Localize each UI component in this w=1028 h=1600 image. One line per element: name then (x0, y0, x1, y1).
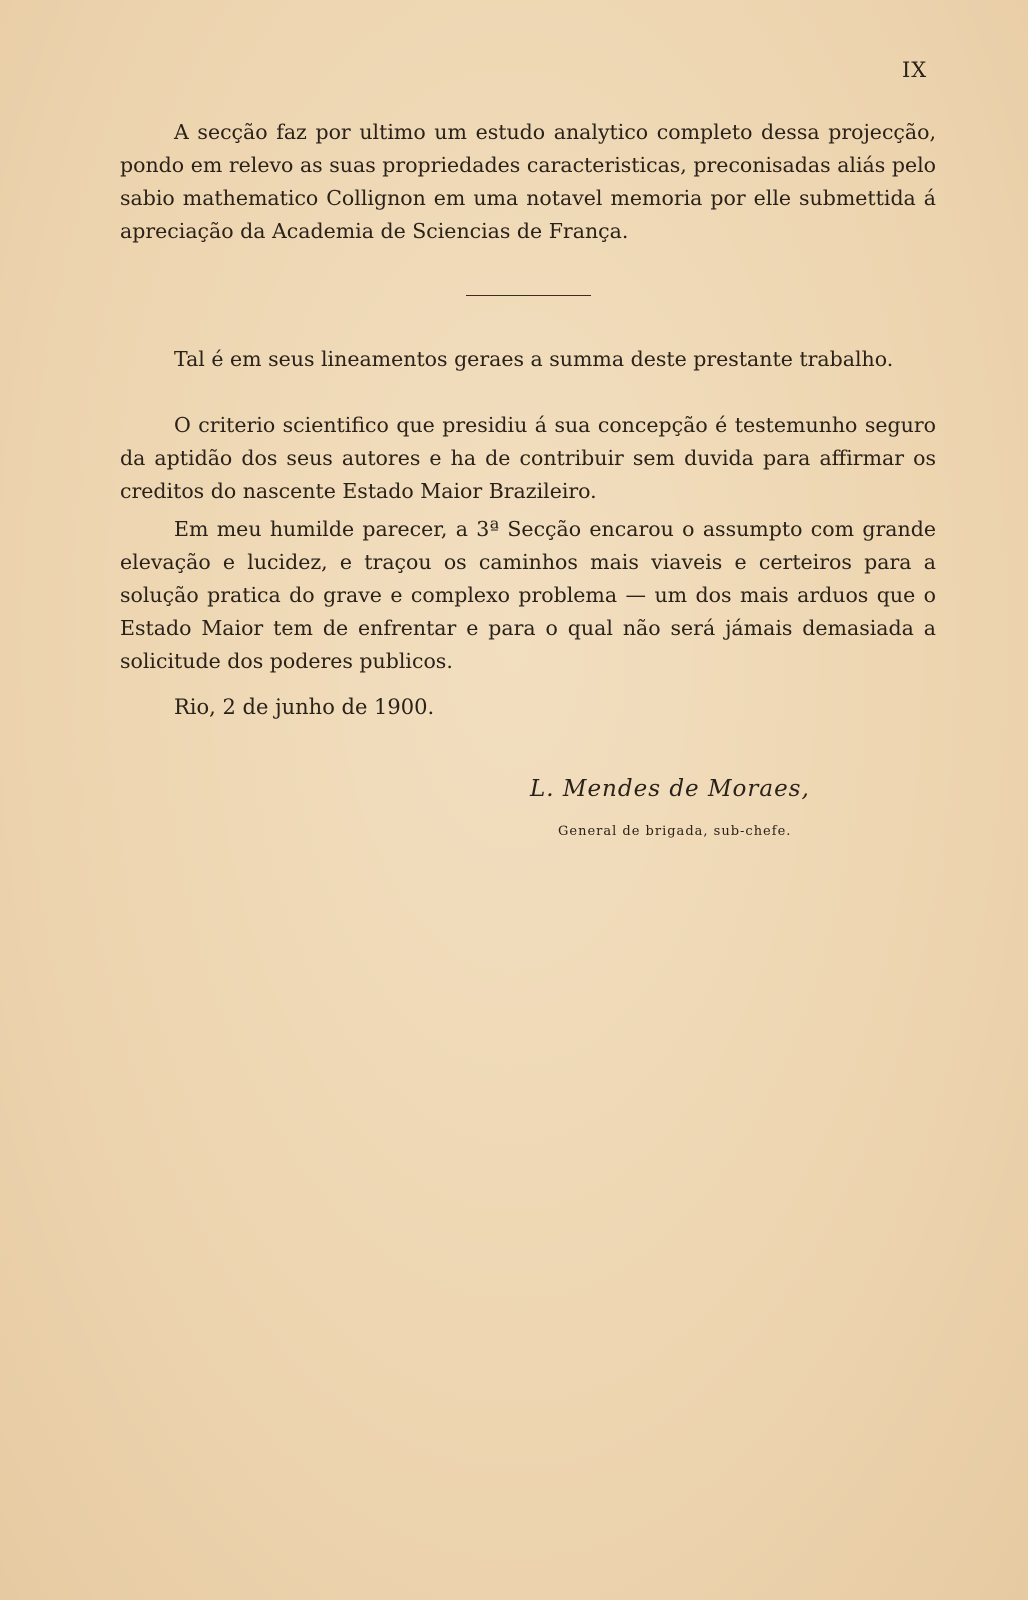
document-date: Rio, 2 de junho de 1900. (174, 695, 435, 719)
signature-title: General de brigada, sub-chefe. (558, 824, 792, 839)
page-number: IX (902, 58, 928, 82)
paragraph-projection-study: A secção faz por ultimo um estudo analytico completo dessa projecção, pondo em relevo as suas propriedades caracteristicas, preconisadas aliás pelo sabio mathematico Collignon em uma notavel memoria por elle submettida á apreciação da Academia de Sciencias de França. (120, 120, 936, 243)
section-divider (466, 295, 591, 296)
paragraph-criterion: O criterio scientifico que presidiu á sua concepção é testemunho seguro da aptidão dos seus autores e ha de contribuir sem duvida para affirmar os creditos do nascente Estado Maior Brazileiro. (120, 413, 936, 503)
paragraph-opinion: Em meu humilde parecer, a 3ª Secção encarou o assumpto com grande elevação e lucidez, e traçou os caminhos mais viaveis e certeiros para a solução pratica do grave e complexo problema — um dos mais arduos que o Estado Maior tem de enfrentar e para o qual não será jámais demasiada a solicitude dos poderes publicos. (120, 517, 936, 673)
signature-name: L. Mendes de Moraes, (530, 776, 810, 802)
paragraph-summary: Tal é em seus lineamentos geraes a summa deste prestante trabalho. (174, 347, 894, 371)
